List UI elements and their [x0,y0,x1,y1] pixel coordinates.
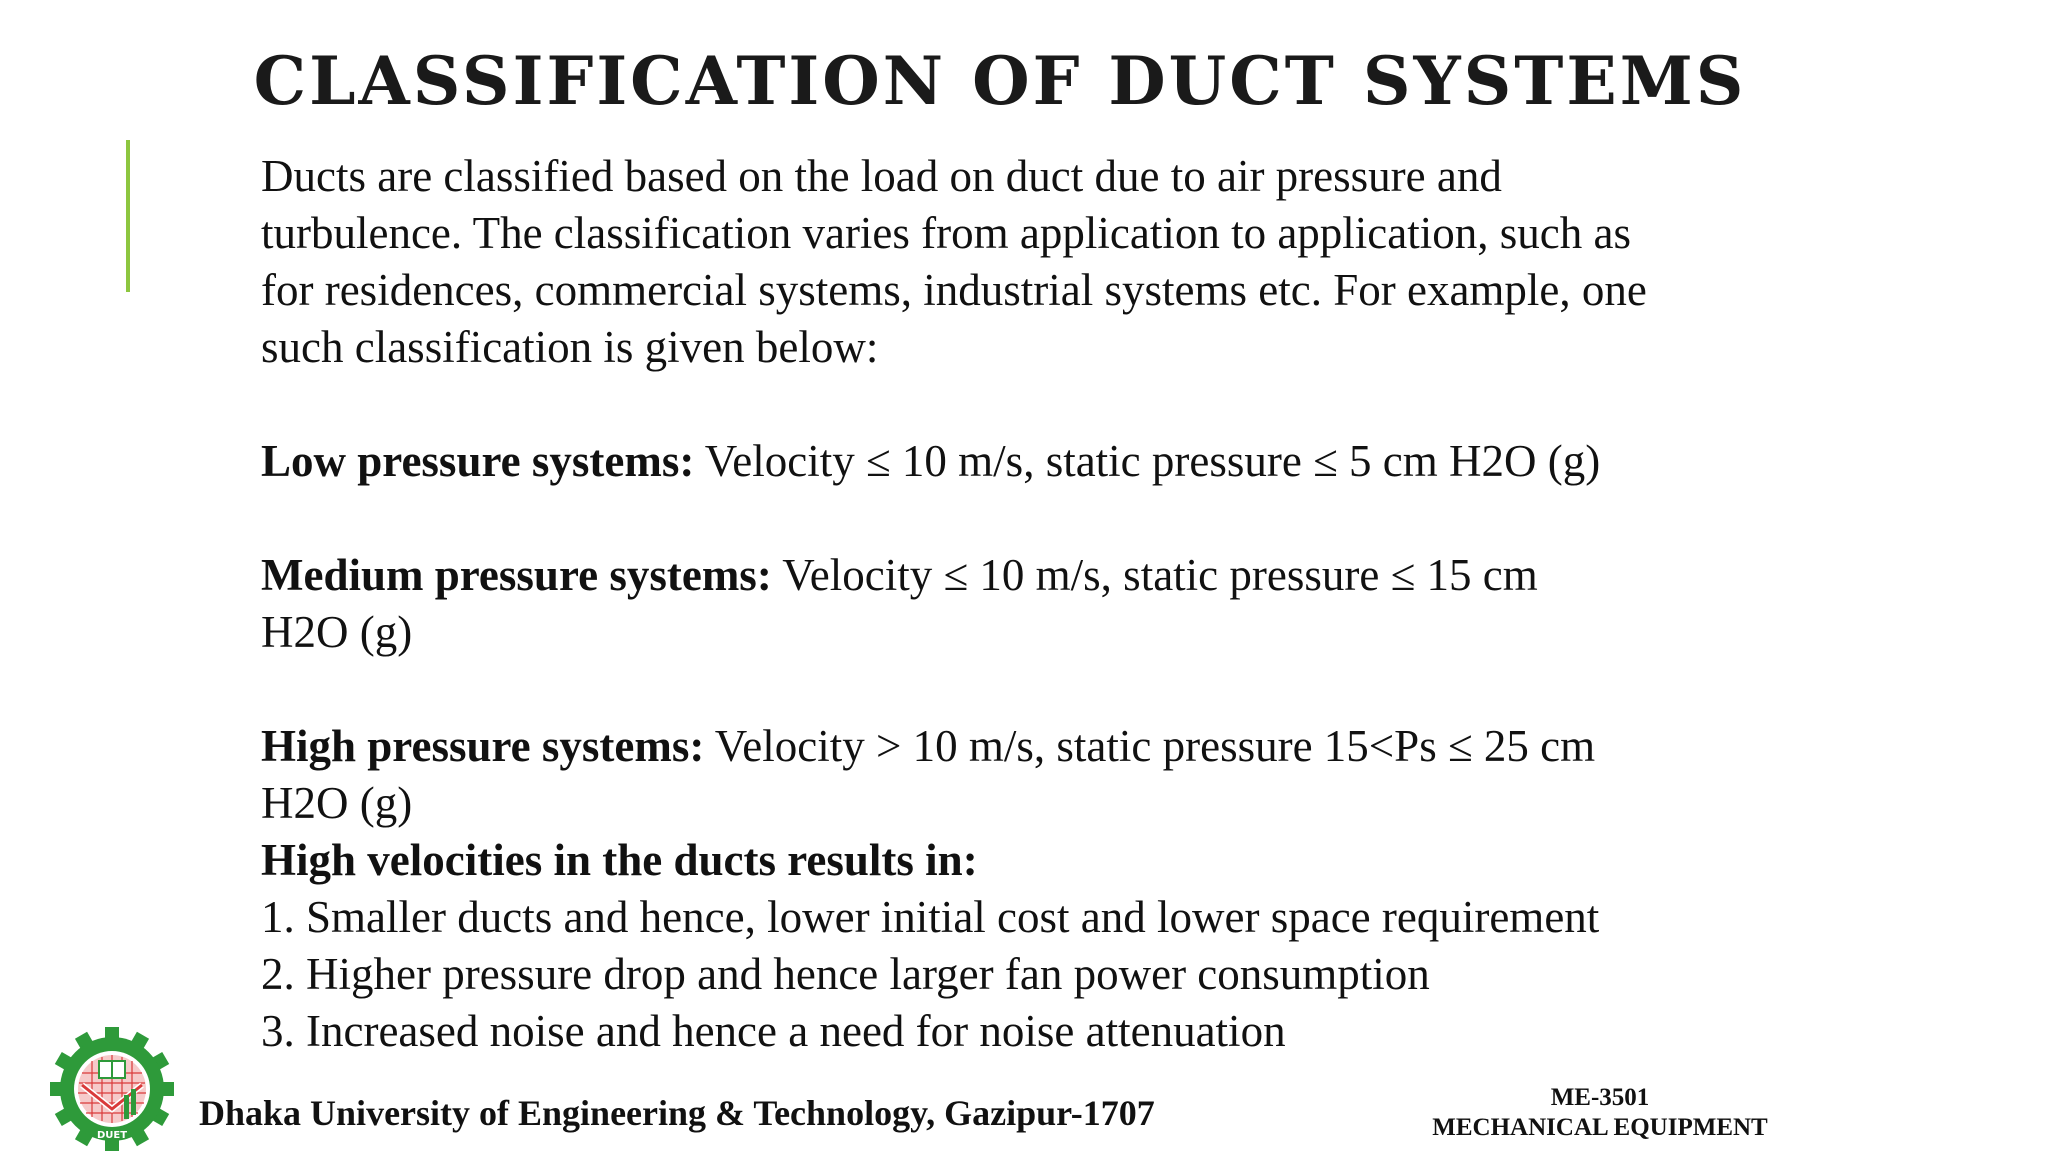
medium-pressure-label: Medium pressure systems: [261,550,772,600]
medium-pressure-text: Velocity ≤ 10 m/s, static pressure ≤ 15 cm [771,550,1538,600]
medium-pressure-continuation: H2O (g) [261,607,413,657]
high-pressure-item [261,718,1901,775]
low-pressure-label: Low pressure systems: [261,436,695,486]
velocity-point: 2. Higher pressure drop and hence larger fan power consumption [261,949,1430,999]
logo-text: DUET [96,1130,128,1141]
high-pressure-label: High pressure systems: [261,721,705,771]
duet-gear-logo-icon [47,1027,177,1152]
intro-line: for residences, commercial systems, industrial systems etc. For example, one [261,265,1647,315]
accent-bar [126,140,130,292]
intro-line: turbulence. The classification varies from application to application, such as [261,208,1631,258]
velocity-point: 1. Smaller ducts and hence, lower initial cost and lower space requirement [261,892,1600,942]
course-code: ME-3501 [1550,1084,1650,1111]
course-name: MECHANICAL EQUIPMENT [1432,1114,1768,1141]
low-pressure-item [261,433,1901,490]
velocity-point: 3. Increased noise and hence a need for noise attenuation [261,1006,1286,1056]
low-pressure-text: Velocity ≤ 10 m/s, static pressure ≤ 5 cm H2O (g) [694,436,1601,486]
high-pressure-continuation: H2O (g) [261,778,413,828]
velocity-heading: High velocities in the ducts results in: [261,835,978,885]
slide-body [261,148,1901,1060]
high-pressure-text: Velocity > 10 m/s, static pressure 15<Ps ≤ 25 cm [704,721,1596,771]
intro-line: such classification is given below: [261,322,879,372]
medium-pressure-item [261,547,1901,604]
slide-title: CLASSIFICATION OF DUCT SYSTEMS [253,42,1747,120]
course-info [1400,1083,1800,1143]
intro-line: Ducts are classified based on the load on duct due to air pressure and [261,151,1502,201]
university-name: Dhaka University of Engineering & Technology, Gazipur-1707 [199,1093,1155,1133]
